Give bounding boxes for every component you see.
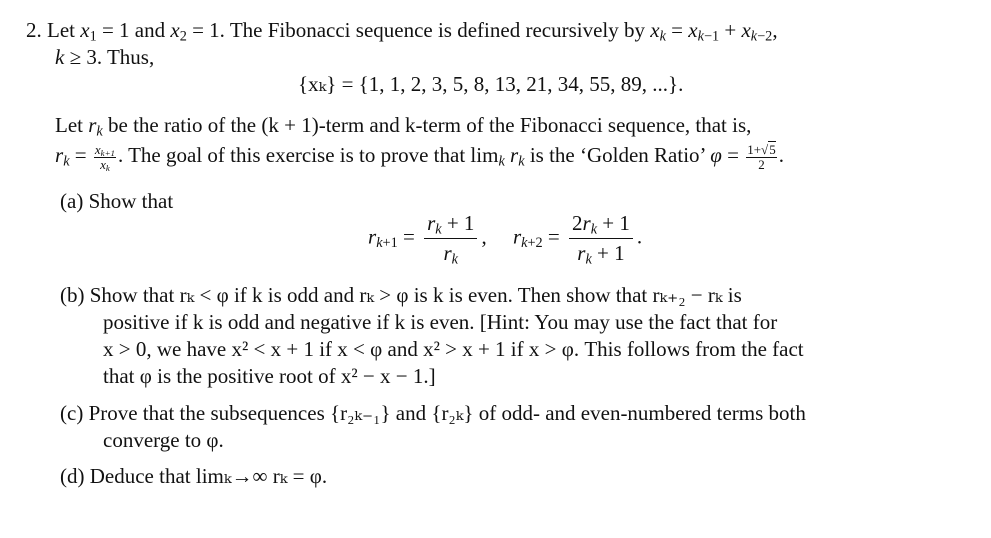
part-d-label: (d)	[60, 464, 85, 488]
problem-intro-line-1: 2. Let $x_1 = 1$ and $x_2 = 1$. The Fibonacci sequence is defined recursively by $x_k = x_{k-1} + x_{k-2}$,	[26, 18, 778, 45]
part-a	[60, 188, 173, 214]
ratio-definition-line-1: Let $r_k$ be the ratio of the (k + 1)-term and k-term of the Fibonacci sequence, that is,	[55, 113, 752, 140]
part-a-text: Show that	[88, 189, 174, 213]
part-a-label: (a)	[60, 189, 84, 213]
intro-text-fibonacci: The Fibonacci sequence is defined recursively by	[229, 18, 645, 42]
intro-text-let: Let	[47, 18, 75, 42]
part-c-line-1	[60, 400, 806, 426]
part-b-line-3: x > 0, we have x² < x + 1 if x < φ and x² > x + 1 if x > φ. This follows from the fact	[103, 337, 804, 361]
part-b-line-4: that φ is the positive root of x² − x − 1.]	[103, 364, 436, 388]
part-b-label: (b)	[60, 283, 85, 307]
problem-number: 2.	[26, 18, 42, 42]
part-d	[60, 463, 327, 489]
intro-text-thus: Thus,	[106, 45, 155, 69]
part-d-text: Deduce that limₖ→∞ rₖ = φ.	[89, 464, 328, 488]
intro-text-and: and	[134, 18, 166, 42]
part-b-text-1: Show that rₖ < φ if k is odd and rₖ > φ is k is even. Then show that rₖ₊₂ − rₖ is	[89, 283, 742, 307]
ratio-text-2a: . The goal of this exercise is to prove that lim	[117, 143, 499, 167]
part-b-line-2: positive if k is odd and negative if k is even. [Hint: You may use the fact that for	[103, 310, 778, 334]
part-c-text-1: Prove that the subsequences {r₂ₖ₋₁} and {r₂ₖ} of odd- and even-numbered terms both	[88, 401, 806, 425]
ratio-fraction: $\frac{x_{k+1}}{x_k}$	[94, 142, 115, 173]
part-c-line-2: converge to φ.	[103, 428, 224, 452]
golden-ratio-fraction: $\frac{1+√5}{2}$	[747, 142, 776, 172]
sequence-display: {xₖ} = {1, 1, 2, 3, 5, 8, 13, 21, 34, 55, 89, ...}.	[298, 72, 684, 96]
ratio-text-1: be the ratio of the (k + 1)-term and k-term of the Fibonacci sequence, that is,	[108, 113, 752, 137]
part-b-line-1	[60, 282, 742, 308]
part-c-label: (c)	[60, 401, 84, 425]
problem-intro-line-2: k ≥ 3. Thus,	[55, 45, 155, 69]
ratio-definition-line-2: $r_k$ = $\frac{x_{k+1}}{x_k}$ . The goal of this exercise is to prove that $\lim_k r_k$ is the ‘Golden Ratio’ φ = $\frac{1+√5}{2}$ .	[55, 142, 784, 173]
part-a-equations: $r_{k+1}$ = $\frac{r_k + 1}{r_k}$ , $r_{k+2}$ = $\frac{2r_k + 1}{r_k + 1}$ .	[368, 211, 643, 268]
ratio-text-2b: is the ‘Golden Ratio’	[529, 143, 705, 167]
